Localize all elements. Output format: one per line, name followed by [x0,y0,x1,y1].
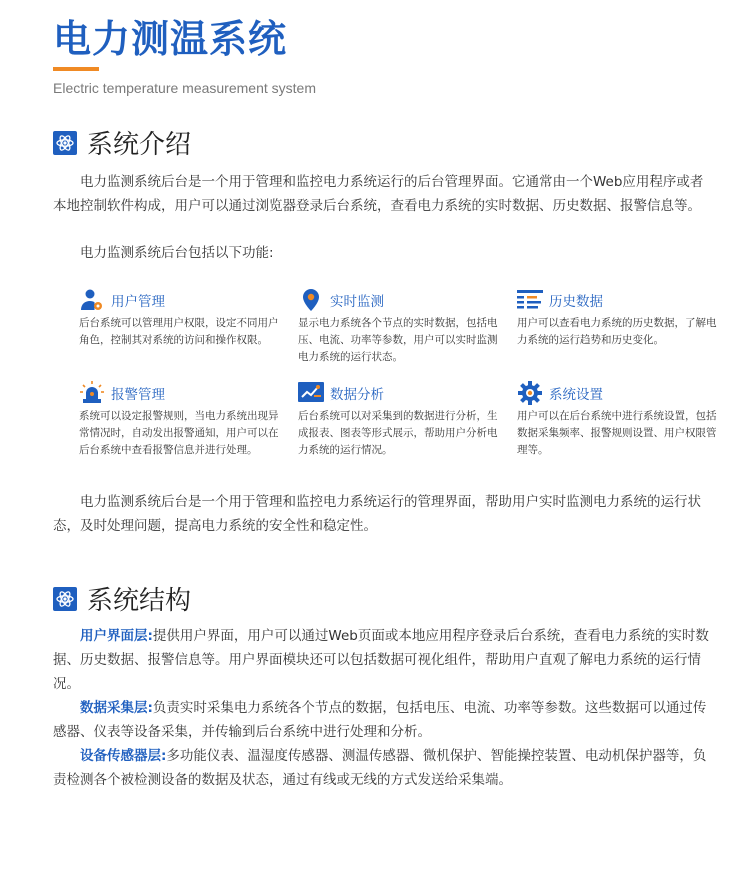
intro-paragraph [53,170,715,218]
feature-title: 系统设置 [549,387,603,403]
intro-summary-paragraph [53,490,715,538]
atom-icon [53,587,77,611]
feature-history-data [517,287,717,349]
feature-data-analysis [298,380,498,459]
feature-description: 用户可以查看电力系统的历史数据，了解电力系统的运行趋势和历史变化。 [517,317,717,346]
structure-device-sensor-layer [53,744,715,792]
user-gear-icon [79,287,105,313]
feature-realtime-monitoring [298,287,498,366]
layer-label: 设备传感器层: [80,748,167,764]
feature-system-settings [517,380,717,459]
summary-text: 电力监测系统后台是一个用于管理和监控电力系统运行的管理界面，帮助用户实时监测电力系统的运行状态，及时处理问题，提高电力系统的安全性和稳定性。 [53,494,701,534]
list-icon [517,287,543,313]
title-underline [53,67,99,71]
layer-label: 数据采集层: [80,700,153,716]
layer-text: 提供用户界面，用户可以通过Web页面或本地应用程序登录后台系统，查看电力系统的实时数据、历史数据、报警信息等。用户界面模块还可以包括数据可视化组件，帮助用户直观了解电力系统的运行情况。 [53,628,709,692]
feature-title: 历史数据 [549,294,603,310]
feature-title: 数据分析 [330,387,384,403]
intro-text: 电力监测系统后台是一个用于管理和监控电力系统运行的后台管理界面。它通常由一个Web应用程序或者本地控制软件构成，用户可以通过浏览器登录后台系统，查看电力系统的实时数据、历史数据、报警信息等。 [53,174,704,214]
feature-description: 后台系统可以对采集到的数据进行分析，生成报表、图表等形式展示，帮助用户分析电力系统的运行情况。 [298,410,498,456]
feature-title: 报警管理 [111,387,165,403]
chart-icon [298,380,324,406]
page-subtitle: Electric temperature measurement system [53,80,316,96]
page-title: 电力测温系统 [53,17,288,61]
feature-title: 实时监测 [330,294,384,310]
section-heading-intro [53,124,191,161]
layer-text: 负责实时采集电力系统各个节点的数据，包括电压、电流、功率等参数。这些数据可以通过传感器、仪表等设备采集，并传输到后台系统中进行处理和分析。 [53,700,707,740]
feature-alarm-management [79,380,279,459]
section-title: 系统结构 [87,586,192,616]
feature-description: 系统可以设定报警规则，当电力系统出现异常情况时，自动发出报警通知，用户可以在后台系统中查看报警信息并进行处理。 [79,410,279,456]
feature-description: 后台系统可以管理用户权限，设定不同用户角色，控制其对系统的访问和操作权限。 [79,317,279,346]
feature-title: 用户管理 [111,294,165,310]
layer-label: 用户界面层: [80,628,153,644]
feature-description: 显示电力系统各个节点的实时数据，包括电压、电流、功率等参数，用户可以实时监测电力系统的运行状态。 [298,317,498,363]
location-pin-icon [298,287,324,313]
features-lead-text: 电力监测系统后台包括以下功能: [80,245,274,261]
feature-description: 用户可以在后台系统中进行系统设置，包括数据采集频率、报警规则设置、用户权限管理等。 [517,410,717,456]
alarm-light-icon [79,380,105,406]
structure-data-collection-layer [53,696,715,744]
feature-user-management [79,287,279,349]
layer-text: 多功能仪表、温湿度传感器、测温传感器、微机保护、智能操控装置、电动机保护器等，负责检测各个被检测设备的数据及状态，通过有线或无线的方式发送给采集端。 [53,748,707,788]
section-heading-structure [53,580,191,617]
structure-user-interface-layer [53,624,715,696]
section-title: 系统介绍 [87,130,192,160]
settings-gear-icon [517,380,543,406]
atom-icon [53,131,77,155]
intro-features-lead [53,241,715,265]
